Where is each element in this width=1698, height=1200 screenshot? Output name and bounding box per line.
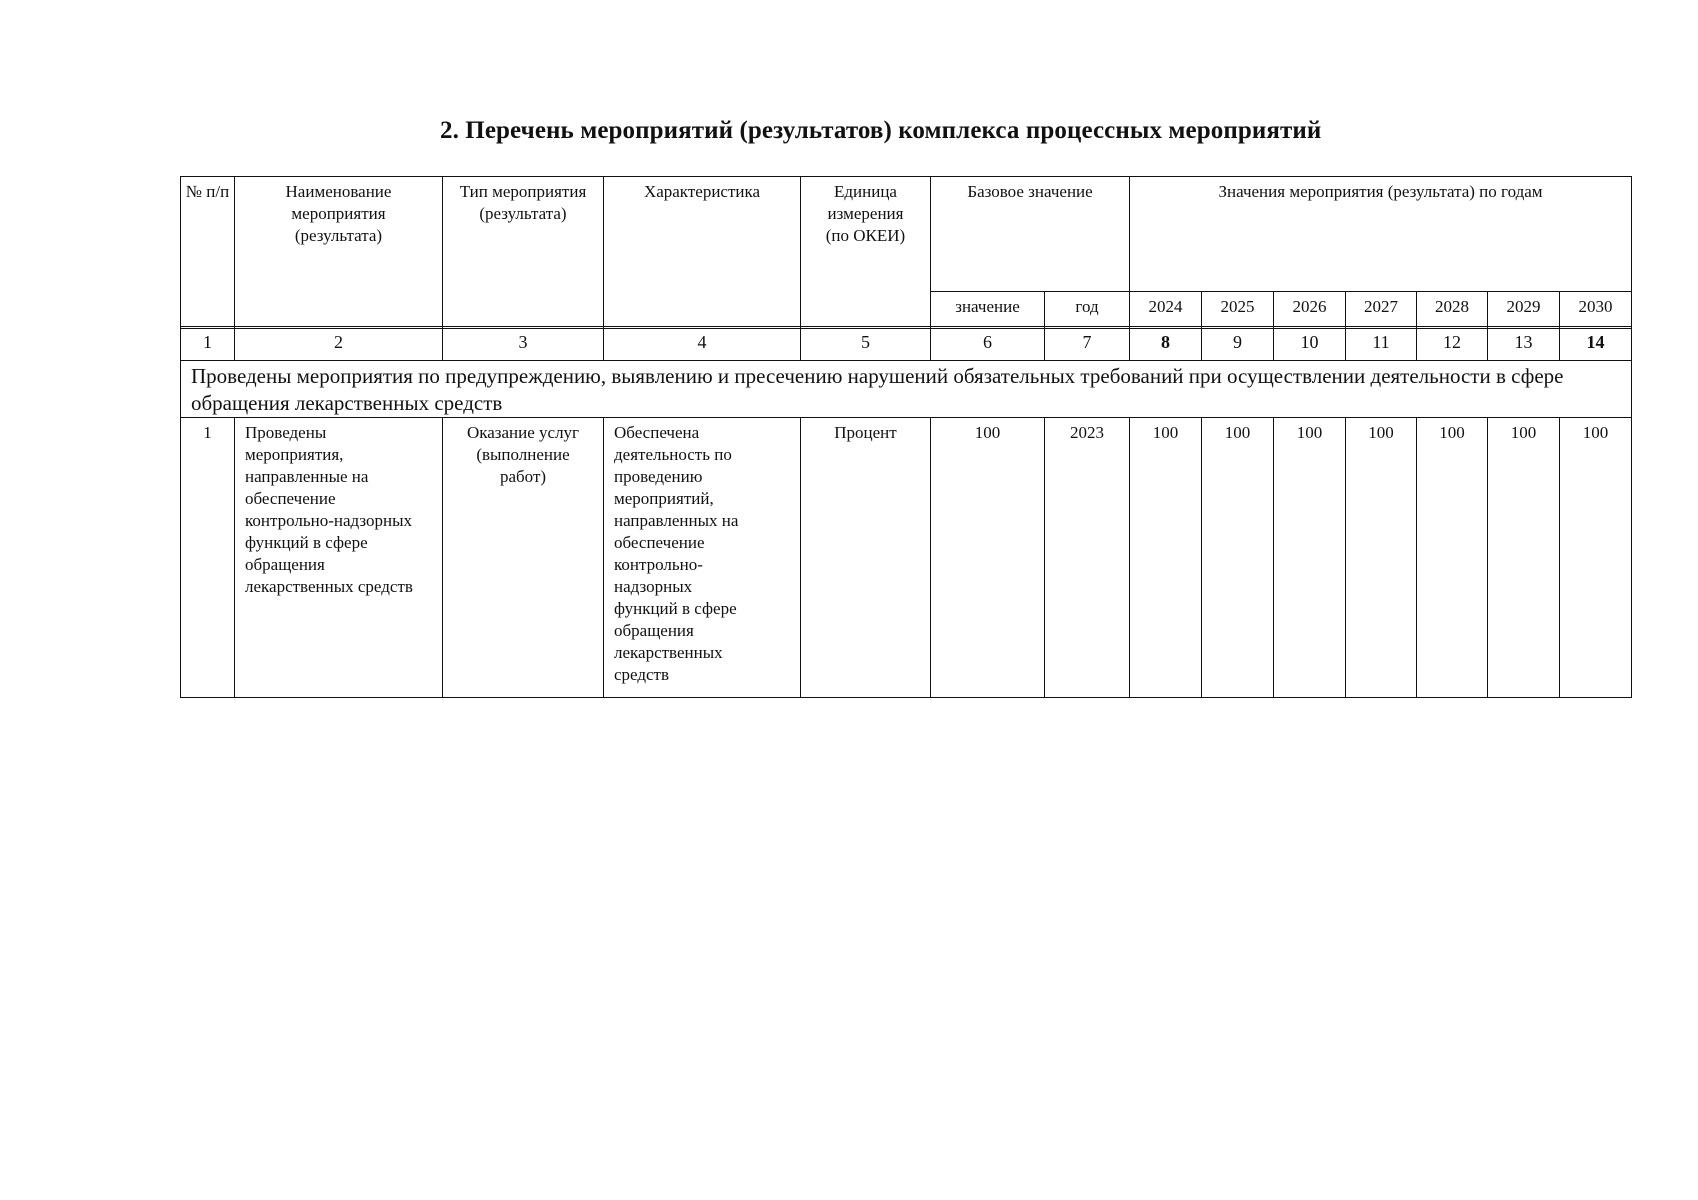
- column-number: 6: [931, 327, 1045, 361]
- row-base-value: 100: [931, 418, 1045, 698]
- column-number: 12: [1417, 327, 1488, 361]
- column-number: 3: [443, 327, 604, 361]
- header-year: 2026: [1274, 292, 1346, 329]
- header-year: 2024: [1130, 292, 1202, 329]
- header-table: [180, 176, 1632, 329]
- section-row: [181, 361, 1632, 418]
- column-number: 7: [1045, 327, 1130, 361]
- column-number: 11: [1346, 327, 1417, 361]
- header-years: Значения мероприятия (результата) по годам: [1130, 177, 1632, 292]
- header-year: 2030: [1560, 292, 1632, 329]
- header-base-year: год: [1045, 292, 1130, 329]
- row-base-year: 2023: [1045, 418, 1130, 698]
- header-year: 2027: [1346, 292, 1417, 329]
- column-number: 14: [1560, 327, 1632, 361]
- row-type: Оказание услуг (выполнение работ): [443, 418, 604, 698]
- table-row: [181, 418, 1632, 698]
- body-table: [180, 326, 1632, 698]
- row-year-value: 100: [1488, 418, 1560, 698]
- row-num: 1: [181, 418, 235, 698]
- row-year-value: 100: [1560, 418, 1632, 698]
- header-base-value: значение: [931, 292, 1045, 329]
- column-number: 13: [1488, 327, 1560, 361]
- section-title: Проведены мероприятия по предупреждению, выявлению и пресечению нарушений обязательных требований при осуществлении деятельности в сфере обращения лекарственных средств: [181, 361, 1632, 418]
- column-number: 4: [604, 327, 801, 361]
- column-number: 9: [1202, 327, 1274, 361]
- header-type: Тип мероприятия (результата): [443, 177, 604, 329]
- column-number: 8: [1130, 327, 1202, 361]
- page-title: 2. Перечень мероприятий (результатов) комплекса процессных мероприятий: [440, 117, 1322, 144]
- row-year-value: 100: [1202, 418, 1274, 698]
- header-name: Наименование мероприятия (результата): [235, 177, 443, 329]
- column-number: 10: [1274, 327, 1346, 361]
- row-characteristic: Обеспечена деятельность по проведению мероприятий, направленных на обеспечение контрольно-надзорных функций в сфере обращения лекарственных средств: [604, 418, 801, 698]
- row-year-value: 100: [1274, 418, 1346, 698]
- row-name: Проведены мероприятия, направленные на обеспечение контрольно-надзорных функций в сфере обращения лекарственных средств: [235, 418, 443, 698]
- column-number-row: [181, 327, 1632, 361]
- header-unit: Единица измерения (по ОКЕИ): [801, 177, 931, 329]
- row-unit: Процент: [801, 418, 931, 698]
- row-year-value: 100: [1130, 418, 1202, 698]
- header-year: 2025: [1202, 292, 1274, 329]
- row-year-value: 100: [1417, 418, 1488, 698]
- row-year-value: 100: [1346, 418, 1417, 698]
- header-year: 2028: [1417, 292, 1488, 329]
- column-number: 2: [235, 327, 443, 361]
- header-base: Базовое значение: [931, 177, 1130, 292]
- header-characteristic: Характеристика: [604, 177, 801, 329]
- column-number: 1: [181, 327, 235, 361]
- column-number: 5: [801, 327, 931, 361]
- header-year: 2029: [1488, 292, 1560, 329]
- header-num: № п/п: [181, 177, 235, 329]
